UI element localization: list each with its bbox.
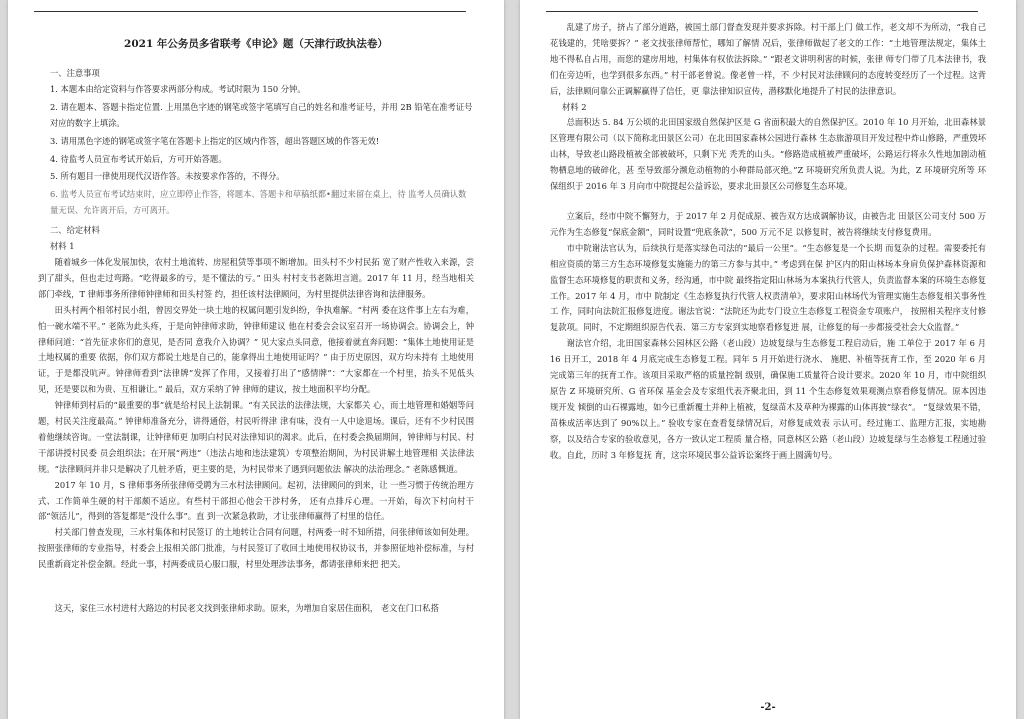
header-rule — [34, 11, 466, 12]
paragraph: 随着城乡一体化发展加快，农村土地流转、房屋租赁等事项不断增加。田头村不少村民拓 宽了财产性收入来源，尝到了甜头，但也走过弯路。“吃得最多的亏，是不懂法的亏。” 田头 村村支书老陈坦言道。2017 年 11 月，经当地相关部门牵线，T 律师事务所律师钟律师和田头村签 约，担任该村法律顾问，为村里提供法律咨询和法律服务。 — [38, 256, 474, 299]
note-item: 6. 监考人员宣布考试结束时，应立即停止作答，将题本、答题卡和草稿纸都•翻过来留在桌上，待 监考人员确认数量无误、允许离开后，方可离开。 — [50, 189, 467, 216]
paragraph: 村关部门曾查发现，三水村集体和村民签订 的土地转让合同有问题，村两委一时不知所措，问张律师该如何处理。按照张律师的专业指导，村委会上报相关部门批准，与村民签订了收回土地使用权协议书，并参照征地补偿标准，与村 民重新商定补偿金额。经此一事，村两委成员心服口服，村里处理涉法事务，都请张律师来把 把关。 — [38, 527, 474, 570]
note-item: 3. 请用黑色字迹的钢笔或签字笔在答题卡上指定的区域内作答，超出答题区域的作答无效! — [50, 135, 380, 146]
paragraph: 立案后，经市中院不懈努力，于 2017 年 2 月促成原、被告双方达成调解协议，由被告北 田景区公司支付 500 万元作为生态修复“保底金额”，同时设置“兜底条款”，500 万元不足 以修复时，被告将继续支付修复费用。 — [550, 210, 986, 237]
paragraph: 乱建了房子，挤占了部分道路，被国土部门督查发现并要求拆除。村干部上门 做工作，老文却不为所动，“我自己花钱建的，凭啥要拆？” 老文找张律师帮忙，哪知了解情 况后，张律师做起了老文的工作：“土地管理法规定，集体土地不得私自占用，而您的建房用地，村集体有权依法拆除。” “跟老文讲明利害的时候，张律 师专门带了几本法律书，我们在旁边听，也学到很多东西。” 村干部老曾说。像老曾一样，不 少村民对法律顾问的态度转变经历了一个过程。这背后，法律顾问靠公正调解赢得了信任，更 靠法律知识宣传，潜移默化地提升了村民的法律意识。 — [550, 22, 986, 96]
paragraph: 谢法官介绍，北田国家森林公园林区公路（老山段）边坡复绿与生态修复工程启动后，施 工单位于 2017 年 6 月 16 日开工，2018 年 4 月底完成生态修复工程。同年 5 月开始进行浇水、 施肥、补植等抚育工作，至 2020 年 6 月完成第三年的抚育工作。该项目采取严格的质量控制 级别，确保施工质量符合设计要求。2020 年 10 月，市中院组织原告 Z 环境研究所、G 省环保 基金会及专家组代表齐聚北田，到 11 个生态修复效果观测点察看修复情况。原本因违规开发 倾倒的山石裸露地，如今已重新覆土并种上植被，复绿苗木及草种为裸露的山体再披“绿衣”。 “复绿效果不错，苗株成活率达到了 90%以上。” 验收专家在查看复绿情况后，对修复成效表 示认可。经过施工、监理方汇报，实地勘察，以及结合专家的验收意见，各方一致认定工程质 量合格，同意林区公路（老山段）边坡复绿与生态修复工程通过验收。自此，历时 3 年修复抚 育，这宗环境民事公益诉讼案终于画上圆满句号。 — [550, 338, 986, 460]
section-heading-materials: 二、给定材料 — [50, 225, 100, 236]
note-item: 1. 本题本由给定资料与作答要求两部分构成。考试时限为 150 分钟。 — [50, 83, 306, 94]
page-content — [550, 20, 986, 463]
paragraph: 这天，家住三水村进村大路边的村民老文找到张律师求助。原来，为增加自家居住面积， 老文在门口私搭 — [54, 603, 439, 614]
document-page-right — [520, 0, 1016, 719]
header-rule — [546, 11, 978, 12]
paragraph: 田头村两个相邻村民小组，曾因交界处一块土地的权属问题引发纠纷，争执难解。“村两 委在这件事上左右为难，怕一碗水端不平。” 老陈为此头疼，于是向钟律师求助，钟律师建议 他在村委会会议室召开一场协调会。协调会上，钟律师问道：“首先征求你们的意见，是否同 意我介入协调？” 见大家点头同意，他接着就直奔问题：“集体土地使用证是土地权属的重要 依据，你们双方都说土地是自己的，能拿得出土地使用证吗？” 由于历史原因，双方均未持有 土地使用证，于是都没吭声。钟律师看到“法律牌”发挥了作用，又接着打出了“感情牌”：“大家都在一个村里，抬头不见低头见，还是要以和为贵、互相谦让。” 最后，双方采纳了钟 律师的建议，按土地面积平均分配。 — [38, 304, 474, 395]
page-content — [38, 36, 474, 617]
paragraph: 钟律师到村后的“最重要的事”就是给村民上法制课。“有关民法的法律法规，大家都关 心，而土地管理和婚姻等问题，村民关注度最高。” 钟律师准备充分，讲得通俗，村民听得津 津有味，没有一人中途退场。课后，还有不少村民围着他继续咨询。一堂法制课，让钟律师更 加明白村民对法律知识的渴求。此后，在村委会换届期间，钟律师与村民、村干部讲授村民委 员会组织法；在开展“两违”（违法占地和违法建筑）专项整治期间，为村民讲解土地管理相 关法律法规。“法律顾问并非只是解决了几桩矛盾，更主要的是，为村民带来了遇到问题依法 解决的法治理念。” 老陈感慨道。 — [38, 400, 474, 474]
note-item: 5. 所有题目一律使用现代汉语作答。未按要求作答的，不得分。 — [50, 171, 285, 182]
note-item: 4. 待监考人员宣布考试开始后，方可开始答题。 — [50, 153, 227, 164]
document-title: 2021 年公务员多省联考《申论》题（天津行政执法卷） — [124, 38, 388, 50]
note-item: 2. 请在题本、答题卡指定位置. 上用黑色字迹的钢笔或签字笔填写自己的姓名和准考证号，并用 2B 铅笔在准考证号对应的数字上填涂。 — [50, 101, 473, 128]
section-heading-notes: 一、注意事项 — [50, 68, 100, 78]
page-number: -2- — [760, 702, 776, 713]
material-label: 材料 1 — [50, 241, 75, 252]
document-page-left — [8, 0, 504, 719]
paragraph: 总面积达 5. 84 万公顷的北田国家级自然保护区是 G 省面积最大的自然保护区。2010 年 10 月开始，北田森林景区管理有限公司（以下简称北田景区公司）在北田国家森林公园进行森林 生态旅游项目开发过程中炸山修路，严重毁坏山林，导致老山路段植被全部被破坏，只剩下光 秃秃的山头。“修路造成植被严重破坏，公路运行将永久性地加剧动植物栖息地的破碎化，甚 至导致部分濒危动植物的小种群局部灭绝。”Z 环境研究所负责人说。为此，Z 环境研究所等 环保组织于 2016 年 3 月向市中院提起公益诉讼，要求北田景区公司修复生态环境。 — [550, 117, 986, 192]
paragraph: 市中院谢法官认为，后续执行是落实绿色司法的“最后一公里”。“生态修复是一个长期 而复杂的过程。需要委托有相应资质的第三方生态环境修复实施能力的第三方参与其中。” 考虑到在保 护区内的阳山林场本身肩负保护森林资源和监督生态环境修复的职责和义务，经沟通，市中院 最终指定阳山林场为本案执行代管人，负责监督本案的环境生态修复工作。2017 年 4 月，市中 院制定《生态修复执行代管人权责清单》，要求阳山林场代为管理实施生态修复相关事务性工 作，同时向法院汇报修复进度。谢法官说：“法院还为此专门设立生态修复工程资金专项账户， 按照相关程序支付修复款项。同时，不定期组织原告代表、第三方专家到实地察看修复进 展，让修复的每一步都接受社会大众监督。” — [550, 242, 986, 333]
paragraph: 2017 年 10 月，S 律师事务所张律师受聘为三水村法律顾问。起初，法律顾问的到来，让 一些习惯于传统治理方式、工作简单生硬的村干部颇不适应。有些村干部担心他会干涉村务， 还有点排斥心理。一开始，每次下村向村干部“领活儿”，得到的答复都是“没什么事”。直 到一次紧急救助，才让张律师赢得了村里的信任。 — [38, 479, 474, 522]
material-label: 材料 2 — [562, 101, 587, 112]
